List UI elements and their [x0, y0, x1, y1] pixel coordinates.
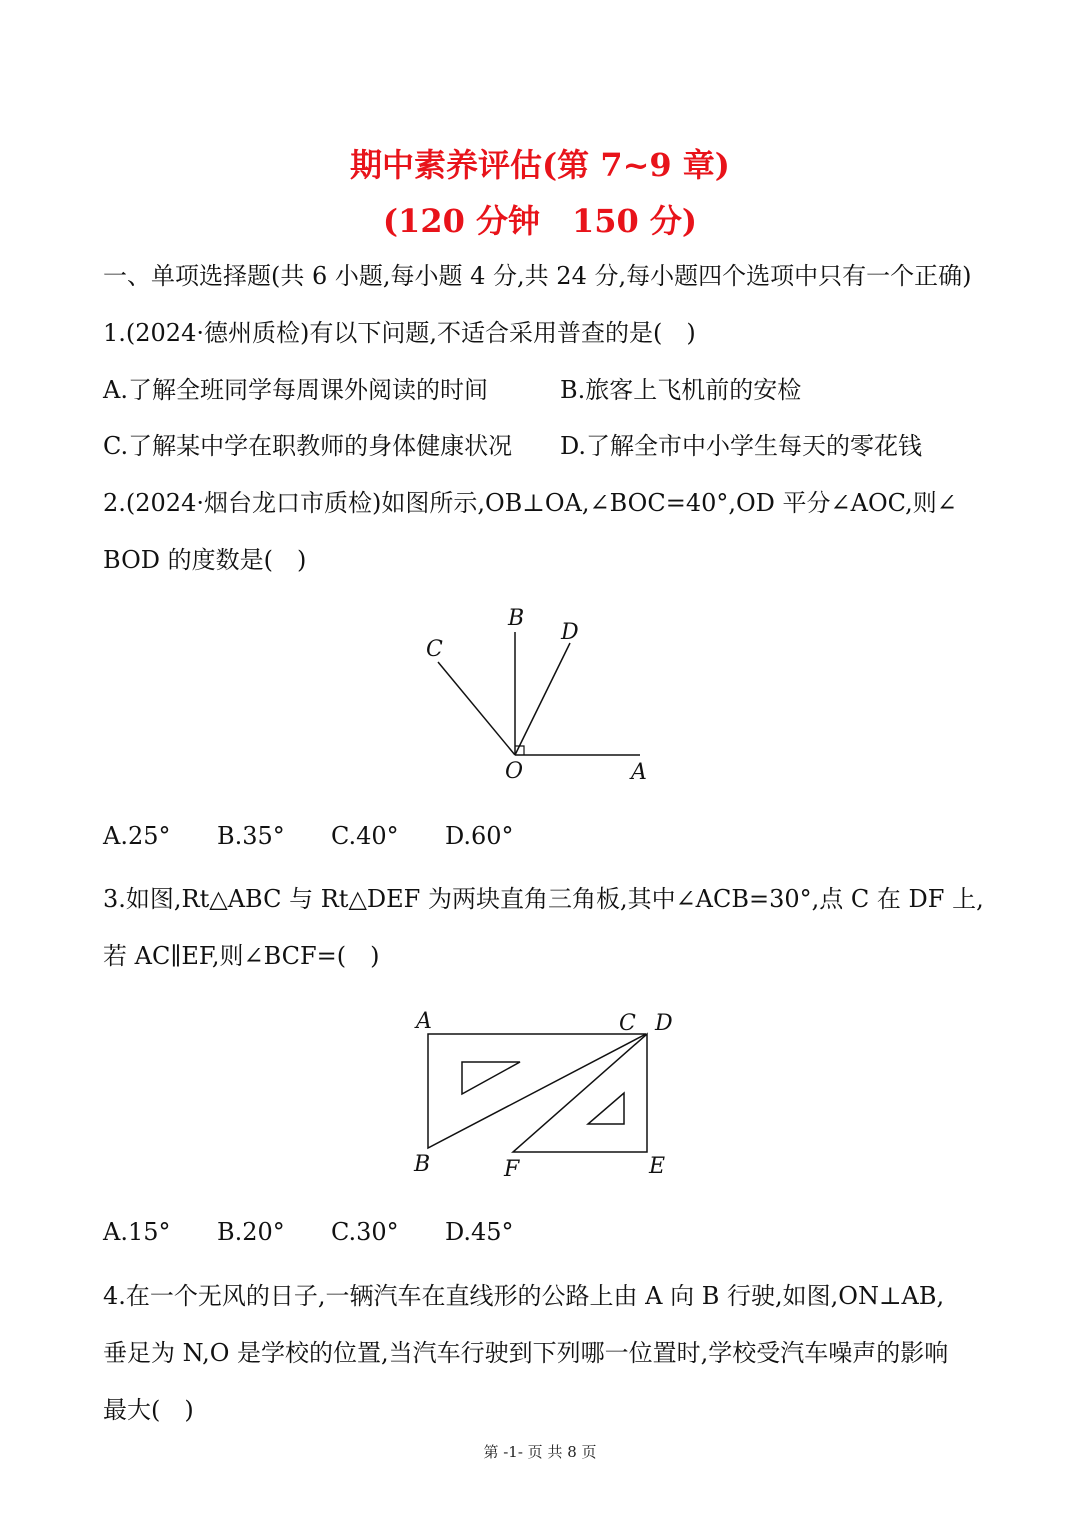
q4-stem-line3: 最大( ): [103, 1396, 194, 1424]
section-heading: 一、单项选择题(共 6 小题,每小题 4 分,共 24 分,每小题四个选项中只有一个正确): [103, 262, 972, 290]
q2-option-b[interactable]: B.35°: [217, 822, 285, 850]
q2-option-c[interactable]: C.40°: [331, 822, 399, 850]
label-e: E: [649, 1154, 666, 1179]
q1-option-a[interactable]: A.了解全班同学每周课外阅读的时间: [103, 376, 488, 404]
q3-option-c[interactable]: C.30°: [331, 1218, 399, 1246]
triangle-abc-inner: [462, 1062, 520, 1094]
label-c: C: [426, 637, 443, 662]
q2-option-a[interactable]: A.25°: [103, 822, 171, 850]
exam-subtitle: (120 分钟 150 分): [382, 202, 698, 240]
q2-figure: [400, 600, 660, 790]
q1-stem: 1.(2024·德州质检)有以下问题,不适合采用普查的是( ): [103, 319, 696, 347]
label-d: D: [561, 620, 579, 645]
q3-stem-line1: 3.如图,Rt△ABC 与 Rt△DEF 为两块直角三角板,其中∠ACB=30°,点 C 在 DF 上,: [103, 885, 984, 913]
page-footer: 第 -1- 页 共 8 页: [483, 1443, 597, 1461]
q3-options: [103, 1218, 514, 1246]
q1-option-b[interactable]: B.旅客上飞机前的安检: [560, 376, 802, 404]
q3-option-a[interactable]: A.15°: [103, 1218, 171, 1246]
ray-od: [515, 643, 570, 755]
q1-options-row1: [103, 370, 801, 405]
q1-option-c[interactable]: C.了解某中学在职教师的身体健康状况: [103, 432, 513, 460]
triangle-def-inner: [588, 1093, 624, 1124]
exam-title: 期中素养评估(第 7~9 章): [350, 146, 730, 184]
label-f: F: [504, 1157, 520, 1182]
ray-oc: [438, 662, 515, 755]
q1-option-d[interactable]: D.了解全市中小学生每天的零花钱: [560, 432, 923, 460]
label-a: A: [631, 760, 647, 785]
label-b: B: [508, 606, 525, 631]
label-d: D: [655, 1011, 673, 1036]
label-a: A: [416, 1009, 432, 1034]
q4-stem-line2: 垂足为 N,O 是学校的位置,当汽车行驶到下列哪一位置时,学校受汽车噪声的影响: [103, 1339, 949, 1367]
q3-stem-line2: 若 AC∥EF,则∠BCF=( ): [103, 942, 380, 970]
q2-stem-line2: BOD 的度数是( ): [103, 546, 307, 574]
q3-figure: [400, 1000, 700, 1190]
label-c: C: [619, 1011, 636, 1036]
q3-option-b[interactable]: B.20°: [217, 1218, 285, 1246]
label-b: B: [414, 1152, 431, 1177]
q2-option-d[interactable]: D.60°: [445, 822, 514, 850]
q1-options-row2: [103, 426, 922, 461]
q3-option-d[interactable]: D.45°: [445, 1218, 514, 1246]
q2-options: [103, 822, 514, 850]
q4-stem-line1: 4.在一个无风的日子,一辆汽车在直线形的公路上由 A 向 B 行驶,如图,ON⊥AB,: [103, 1282, 945, 1310]
label-o: O: [505, 759, 524, 784]
q2-stem-line1: 2.(2024·烟台龙口市质检)如图所示,OB⊥OA,∠BOC=40°,OD 平分∠AOC,则∠: [103, 489, 957, 517]
